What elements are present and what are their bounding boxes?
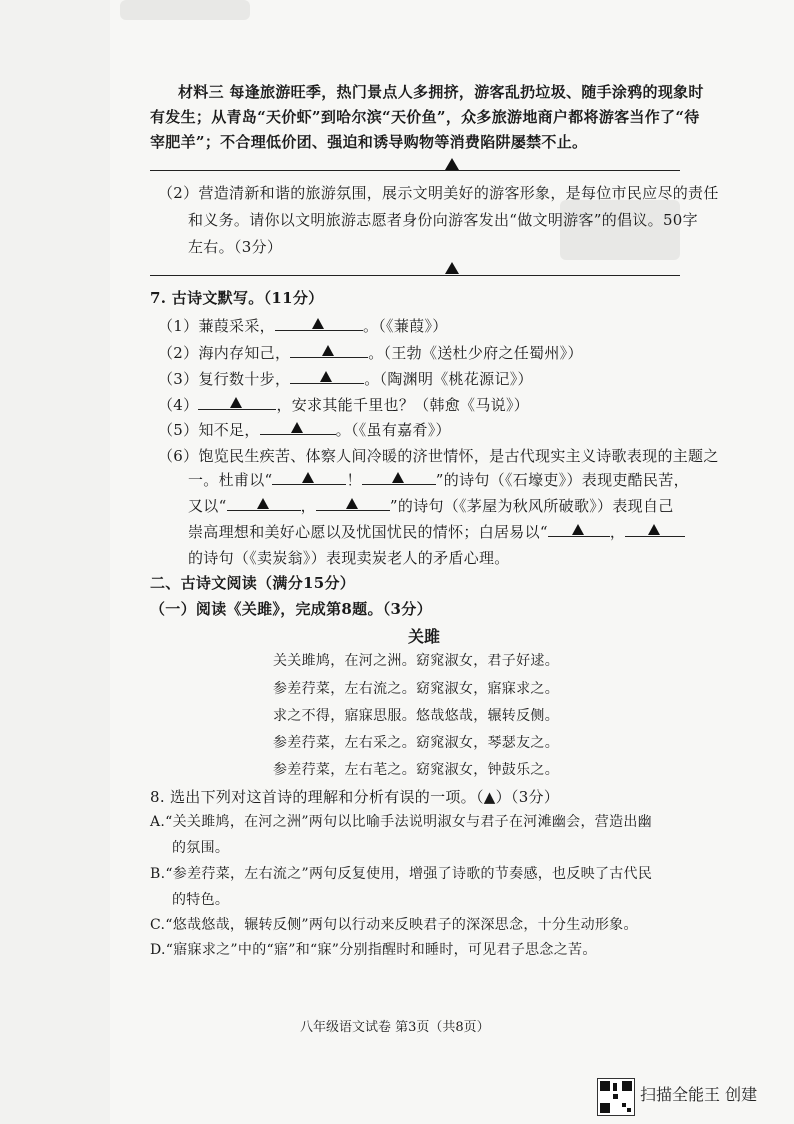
q7-item-6-text: ”的诗句（《茅屋为秋风所破歌》）表现自己 [389, 497, 674, 515]
q7-item-6-line5: 的诗句（《卖炭翁》）表现卖炭老人的矛盾心理。 [188, 549, 510, 567]
answer-triangle-icon [572, 524, 584, 535]
answer-blank[interactable] [362, 470, 436, 485]
divider [150, 170, 680, 171]
q6-2-line3: 左右。（3分） [188, 238, 283, 256]
answer-blank[interactable] [316, 496, 390, 511]
answer-triangle-icon [257, 498, 269, 509]
q7-item-5-text: （5）知不足， [158, 421, 260, 439]
answer-triangle-icon [230, 397, 242, 408]
answer-triangle-icon [302, 472, 314, 483]
scanner-watermark: 扫描全能王 创建 [640, 1085, 758, 1104]
material3-line3: 宰肥羊”；不合理低价团、强迫和诱导购物等消费陷阱屡禁不止。 [150, 133, 588, 151]
q7-title: 7. 古诗文默写。（11分） [150, 289, 324, 307]
answer-blank[interactable] [198, 395, 276, 410]
q7-item-4 [158, 395, 529, 415]
q7-item-3 [158, 369, 533, 389]
q6-2-line1: （2）营造清新和谐的旅游氛围，展示文明美好的游客形象，是每位市民应尽的责任 [158, 184, 719, 202]
page-footer: 八年级语文试卷 第3页（共8页） [300, 1020, 490, 1035]
poem-line: 关关雎鸠，在河之洲。窈窕淑女，君子好逑。 [273, 653, 559, 669]
answer-triangle-icon [648, 524, 660, 535]
answer-triangle-icon [445, 158, 459, 170]
poem-line: 求之不得，寤寐思服。悠哉悠哉，辗转反侧。 [273, 708, 559, 724]
q7-item-3-text: （3）复行数十步， [158, 370, 291, 388]
q8-stem: 8. 选出下列对这首诗的理解和分析有误的一项。（▲）（3分） [150, 788, 560, 806]
q8-option-b-cont: 的特色。 [172, 892, 230, 908]
answer-blank[interactable] [625, 522, 685, 537]
q7-item-6-text: ”的诗句（《石壕吏》）表现吏酷民苦， [435, 471, 689, 489]
section2-sub1: （一）阅读《关雎》，完成第8题。（3分） [150, 600, 432, 618]
q7-item-5-source: 。（《虽有嘉肴》） [335, 421, 451, 439]
answer-blank[interactable] [290, 369, 364, 384]
q7-item-6-line4 [188, 522, 685, 542]
poem-line: 参差荇菜，左右芼之。窈窕淑女，钟鼓乐之。 [273, 762, 559, 778]
answer-triangle-icon [320, 371, 332, 382]
material3-line2: 有发生；从青岛“天价虾”到哈尔滨“天价鱼”，众多旅游地商户都将游客当作了“待 [150, 108, 700, 126]
q7-item-6-line3 [188, 496, 674, 516]
poem-line: 参差荇菜，左右采之。窈窕淑女，琴瑟友之。 [273, 735, 559, 751]
poem-line: 参差荇菜，左右流之。窈窕淑女，寤寐求之。 [273, 681, 559, 697]
answer-blank[interactable] [227, 496, 301, 511]
q7-item-6-text: 一。杜甫以“ [188, 471, 273, 489]
q7-item-2 [158, 343, 583, 363]
q7-item-6-text: ！ [346, 471, 362, 489]
answer-triangle-icon [445, 262, 459, 274]
q8-option-d: D.“寤寐求之”中的“寤”和“寐”分别指醒时和睡时，可见君子思念之苦。 [150, 942, 597, 958]
answer-blank[interactable] [548, 522, 610, 537]
answer-triangle-icon [291, 422, 303, 433]
q6-2-line2: 和义务。请你以文明旅游志愿者身份向游客发出“做文明游客”的倡议。50字 [188, 211, 698, 229]
q7-item-1-source: 。（《蒹葭》） [362, 317, 448, 335]
q7-item-3-source: 。（陶渊明《桃花源记》） [364, 370, 533, 388]
q7-item-1-text: （1）蒹葭采采， [158, 317, 275, 335]
divider [150, 275, 680, 276]
scan-smudge [560, 200, 680, 260]
q7-item-5 [158, 420, 451, 440]
answer-blank[interactable] [272, 470, 346, 485]
answer-triangle-icon [322, 345, 334, 356]
scan-smudge [120, 0, 250, 20]
q7-item-6-text: ， [609, 523, 626, 541]
q8-option-b: B.“参差荇菜，左右流之”两句反复使用，增强了诗歌的节奏感，也反映了古代民 [150, 866, 653, 882]
answer-triangle-icon [392, 472, 404, 483]
q8-option-a: A.“关关雎鸠，在河之洲”两句以比喻手法说明淑女与君子在河滩幽会，营造出幽 [150, 814, 652, 830]
poem-title: 关雎 [408, 627, 441, 646]
q7-item-6-text: 又以“ [188, 497, 227, 515]
q7-item-4-source: ，安求其能千里也？（韩愈《马说》） [276, 396, 530, 414]
q7-item-6-text: 崇高理想和美好心愿以及忧国忧民的情怀；白居易以“ [188, 523, 548, 541]
material3-line1: 材料三 每逢旅游旺季，热门景点人多拥挤，游客乱扔垃圾、随手涂鸦的现象时 [178, 83, 704, 101]
answer-blank[interactable] [260, 420, 336, 435]
q7-item-4-text: （4） [158, 396, 199, 414]
q7-item-6-text: ， [300, 497, 316, 515]
q7-item-2-text: （2）海内存知己， [158, 344, 291, 362]
q8-option-c: C.“悠哉悠哉，辗转反侧”两句以行动来反映君子的深深思念，十分生动形象。 [150, 917, 638, 933]
q7-item-2-source: 。（王勃《送杜少府之任蜀州》） [368, 344, 583, 362]
qr-code-icon [597, 1078, 635, 1116]
q7-item-6-line2 [188, 470, 689, 490]
q7-item-6-line1: （6）饱览民生疾苦、体察人间冷暖的济世情怀，是古代现实主义诗歌表现的主题之 [158, 447, 719, 465]
q8-option-a-cont: 的氛围。 [172, 840, 230, 856]
section2-title: 二、古诗文阅读（满分15分） [150, 574, 356, 592]
answer-blank[interactable] [275, 316, 363, 331]
answer-triangle-icon [346, 498, 358, 509]
answer-triangle-icon [312, 318, 324, 329]
answer-blank[interactable] [290, 343, 368, 358]
q7-item-1 [158, 316, 448, 336]
